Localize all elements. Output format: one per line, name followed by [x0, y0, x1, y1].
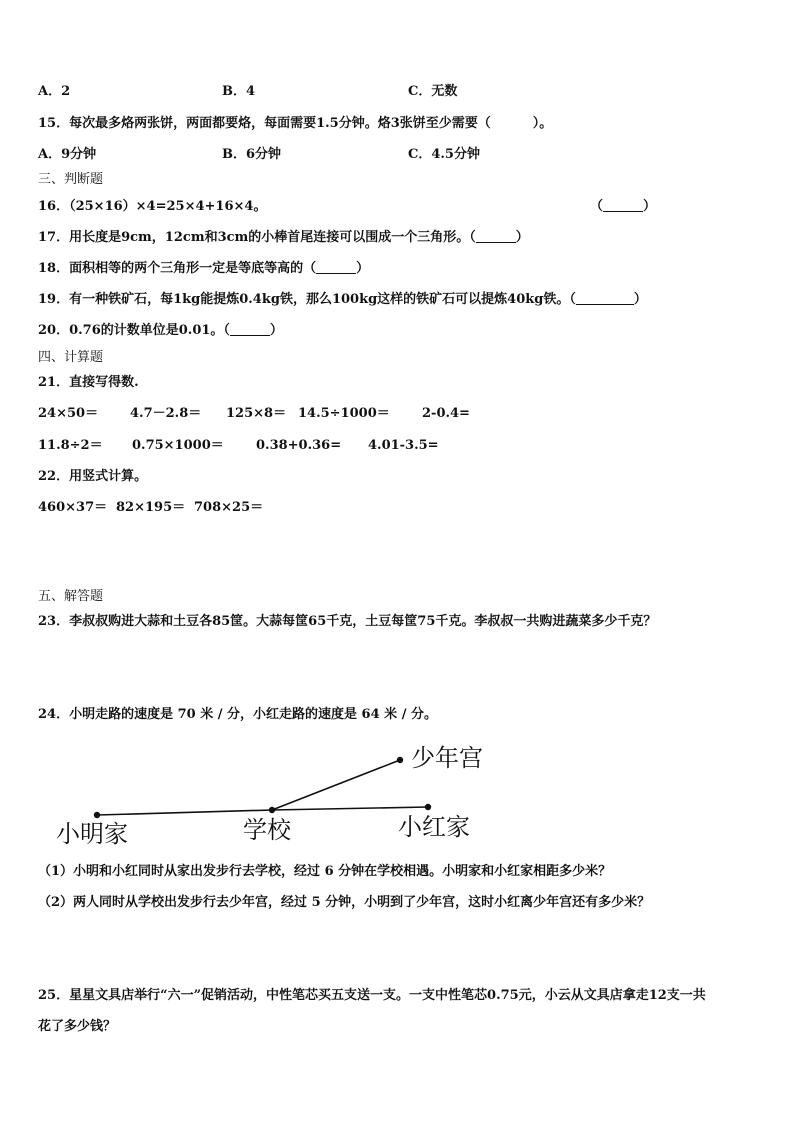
q21-item: 4.01-3.5=: [368, 438, 439, 453]
section-heading-calculation: 四、计算题: [38, 350, 104, 365]
q21-title: 21．直接写得数.: [38, 375, 139, 390]
q18-close: ）: [356, 261, 370, 276]
q16-question: 16．（25×16）×4=25×4+16×4。: [38, 199, 267, 214]
q21-item: 4.7－2.8＝: [130, 406, 202, 421]
q21-item: 0.75×1000＝: [132, 438, 224, 453]
q20-close: ）: [269, 323, 283, 338]
q16-close: ）: [643, 199, 657, 214]
q21-item: 0.38+0.36=: [256, 438, 342, 453]
q22-item: 708×25＝: [194, 500, 264, 515]
q23-question: 23．李叔叔购进大蒜和土豆各85筐。大蒜每筐65千克，土豆每筐75千克。李叔叔一共购进蔬菜多少千克？: [38, 614, 657, 629]
point-palace: [397, 757, 403, 763]
q17-close: ）: [515, 230, 529, 245]
q20-text: 20．0.76的计数单位是0.01。（: [38, 323, 230, 338]
point-ming-home: [94, 812, 100, 818]
road-school-hong: [272, 807, 428, 810]
q22-title: 22．用竖式计算。: [38, 469, 148, 484]
q22-item: 460×37＝: [38, 500, 108, 515]
q17-text: 17．用长度是9cm，12cm和3cm的小棒首尾连接可以围成一个三角形。（: [38, 230, 476, 245]
q14-option-a: A．2: [38, 84, 71, 99]
q21-item: 125×8＝: [226, 406, 287, 421]
section-heading-application: 五、解答题: [38, 589, 104, 604]
point-school: [269, 807, 275, 813]
q15-text: 15．每次最多烙两张饼，两面都要烙，每面需要1.5分钟。烙3张饼至少需要（: [38, 116, 491, 131]
point-hong-home: [425, 804, 431, 810]
q15-option-a: A．9分钟: [38, 147, 97, 162]
q25-question-line2: 花了多少钱？: [38, 1019, 117, 1034]
q19-close: ）: [633, 292, 647, 307]
q24-question: 24．小明走路的速度是 70 米 / 分，小红走路的速度是 64 米 / 分。: [38, 707, 437, 722]
q14-option-b: B．4: [222, 84, 256, 99]
q21-item: 24×50＝: [38, 406, 99, 421]
road-school-palace: [272, 760, 400, 810]
label-ming-home: 小明家: [56, 820, 128, 848]
road-ming-school: [97, 810, 272, 815]
q21-item: 14.5÷1000＝: [298, 406, 390, 421]
q18-text: 18．面积相等的两个三角形一定是等底等高的（: [38, 261, 317, 276]
label-palace: 少年宫: [411, 744, 483, 772]
q24-sub2: （2）两人同时从学校出发步行去少年宫，经过 5 分钟，小明到了少年宫，这时小红离少年宫还有多少米？: [38, 895, 651, 910]
q15-option-c: C．4.5分钟: [408, 147, 480, 162]
q15-option-b: B．6分钟: [222, 147, 282, 162]
q15-close: ）。: [532, 116, 553, 131]
label-hong-home: 小红家: [398, 813, 470, 841]
q21-item: 11.8÷2＝: [38, 438, 103, 453]
section-heading-judgement: 三、判断题: [38, 172, 104, 187]
q14-option-c: C．无数: [408, 84, 458, 99]
q25-question-line1: 25．星星文具店举行“六一”促销活动，中性笔芯买五支送一支。一支中性笔芯0.75元，小云从文具店拿走12支一共: [38, 988, 706, 1003]
q19-text: 19．有一种铁矿石，每1kg能提炼0.4kg铁，那么100kg这样的铁矿石可以提炼40kg铁。（: [38, 292, 576, 307]
label-school: 学校: [243, 816, 291, 844]
q22-item: 82×195＝: [116, 500, 186, 515]
q21-item: 2-0.4=: [422, 406, 470, 421]
q24-sub1: （1）小明和小红同时从家出发步行去学校，经过 6 分钟在学校相遇。小明家和小红家相距多少米？: [38, 864, 612, 879]
q16-open: （: [590, 199, 604, 214]
